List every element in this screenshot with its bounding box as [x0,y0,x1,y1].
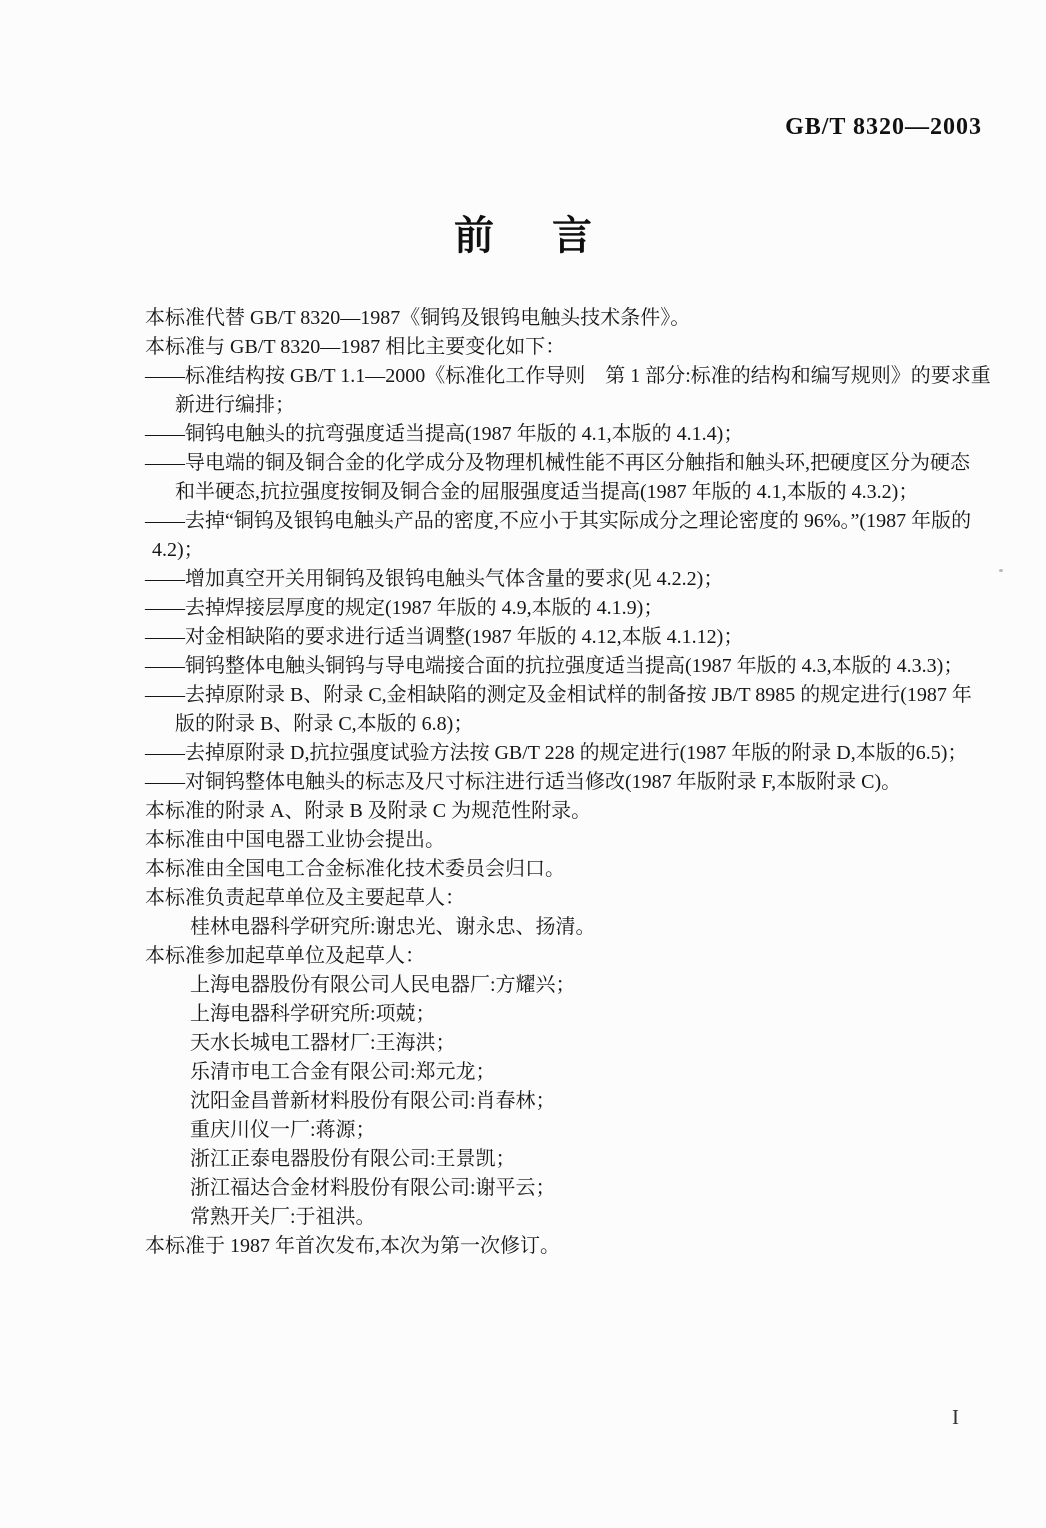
body-line: 重庆川仪一厂:蒋源； [190,1119,376,1141]
title-char-2: 言 [552,213,592,258]
body-line: ——对金相缺陷的要求进行适当调整(1987 年版的 4.12,本版 4.1.12)； [145,626,744,648]
body-line: 本标准代替 GB/T 8320—1987《铜钨及银钨电触头技术条件》。 [145,307,691,329]
body-line: ——去掉原附录 D,抗拉强度试验方法按 GB/T 228 的规定进行(1987 年版的附录 D,本版的6.5)； [145,742,968,764]
page-number: I [952,1405,959,1429]
body-line: 本标准的附录 A、附录 B 及附录 C 为规范性附录。 [145,800,592,822]
scan-artifact-speck [999,569,1003,572]
body-line: 浙江福达合金材料股份有限公司:谢平云； [190,1177,556,1199]
body-line: 沈阳金昌普新材料股份有限公司:肖春林； [190,1090,556,1112]
body-line: ——去掉焊接层厚度的规定(1987 年版的 4.9,本版的 4.1.9)； [145,597,664,619]
standard-number: GB/T 8320—2003 [785,114,982,140]
body-line: ——增加真空开关用铜钨及银钨电触头气体含量的要求(见 4.2.2)； [145,568,724,590]
body-line: 本标准由中国电器工业协会提出。 [145,829,445,851]
body-line: 4.2)； [152,539,204,561]
page-title [0,204,1046,261]
body-line: ——标准结构按 GB/T 1.1—2000《标准化工作导则 第 1 部分:标准的结构和编写规则》的要求重 [145,365,991,387]
body-line: 常熟开关厂:于祖洪。 [190,1206,376,1228]
body-line: 本标准由全国电工合金标准化技术委员会归口。 [145,858,565,880]
body-line: 和半硬态,抗拉强度按铜及铜合金的屈服强度适当提高(1987 年版的 4.1,本版的 4.3.2)； [175,481,919,503]
title-char-1: 前 [454,213,494,258]
body-line: 上海电器股份有限公司人民电器厂:方耀兴； [190,974,576,996]
body-line: 本标准与 GB/T 8320—1987 相比主要变化如下： [145,336,566,358]
body-line: ——去掉原附录 B、附录 C,金相缺陷的测定及金相试样的制备按 JB/T 8985 的规定进行(1987 年 [145,684,972,706]
body-line: 天水长城电工器材厂:王海洪； [190,1032,456,1054]
body-line: 新进行编排； [175,394,295,416]
body-line: ——铜钨整体电触头铜钨与导电端接合面的抗拉强度适当提高(1987 年版的 4.3,本版的 4.3.3)； [145,655,964,677]
body-line: 本标准于 1987 年首次发布,本次为第一次修订。 [145,1235,560,1257]
body-line: 本标准参加起草单位及起草人： [145,945,425,967]
body-line: ——去掉“铜钨及银钨电触头产品的密度,不应小于其实际成分之理论密度的 96%。”(1987 年版的 [145,510,972,532]
body-line: 乐清市电工合金有限公司:郑元龙； [190,1061,496,1083]
body-text [145,304,997,1261]
body-line: 版的附录 B、附录 C,本版的 6.8)； [175,713,474,735]
body-line: ——铜钨电触头的抗弯强度适当提高(1987 年版的 4.1,本版的 4.1.4)； [145,423,744,445]
body-line: ——对铜钨整体电触头的标志及尺寸标注进行适当修改(1987 年版附录 F,本版附录 C)。 [145,771,902,793]
body-line: 桂林电器科学研究所:谢忠光、谢永忠、扬清。 [190,916,596,938]
body-line: ——导电端的铜及铜合金的化学成分及物理机械性能不再区分触指和触头环,把硬度区分为硬态 [145,452,970,474]
body-line: 浙江正泰电器股份有限公司:王景凯； [190,1148,516,1170]
body-line: 本标准负责起草单位及主要起草人： [145,887,465,909]
body-line: 上海电器科学研究所:项兢； [190,1003,436,1025]
